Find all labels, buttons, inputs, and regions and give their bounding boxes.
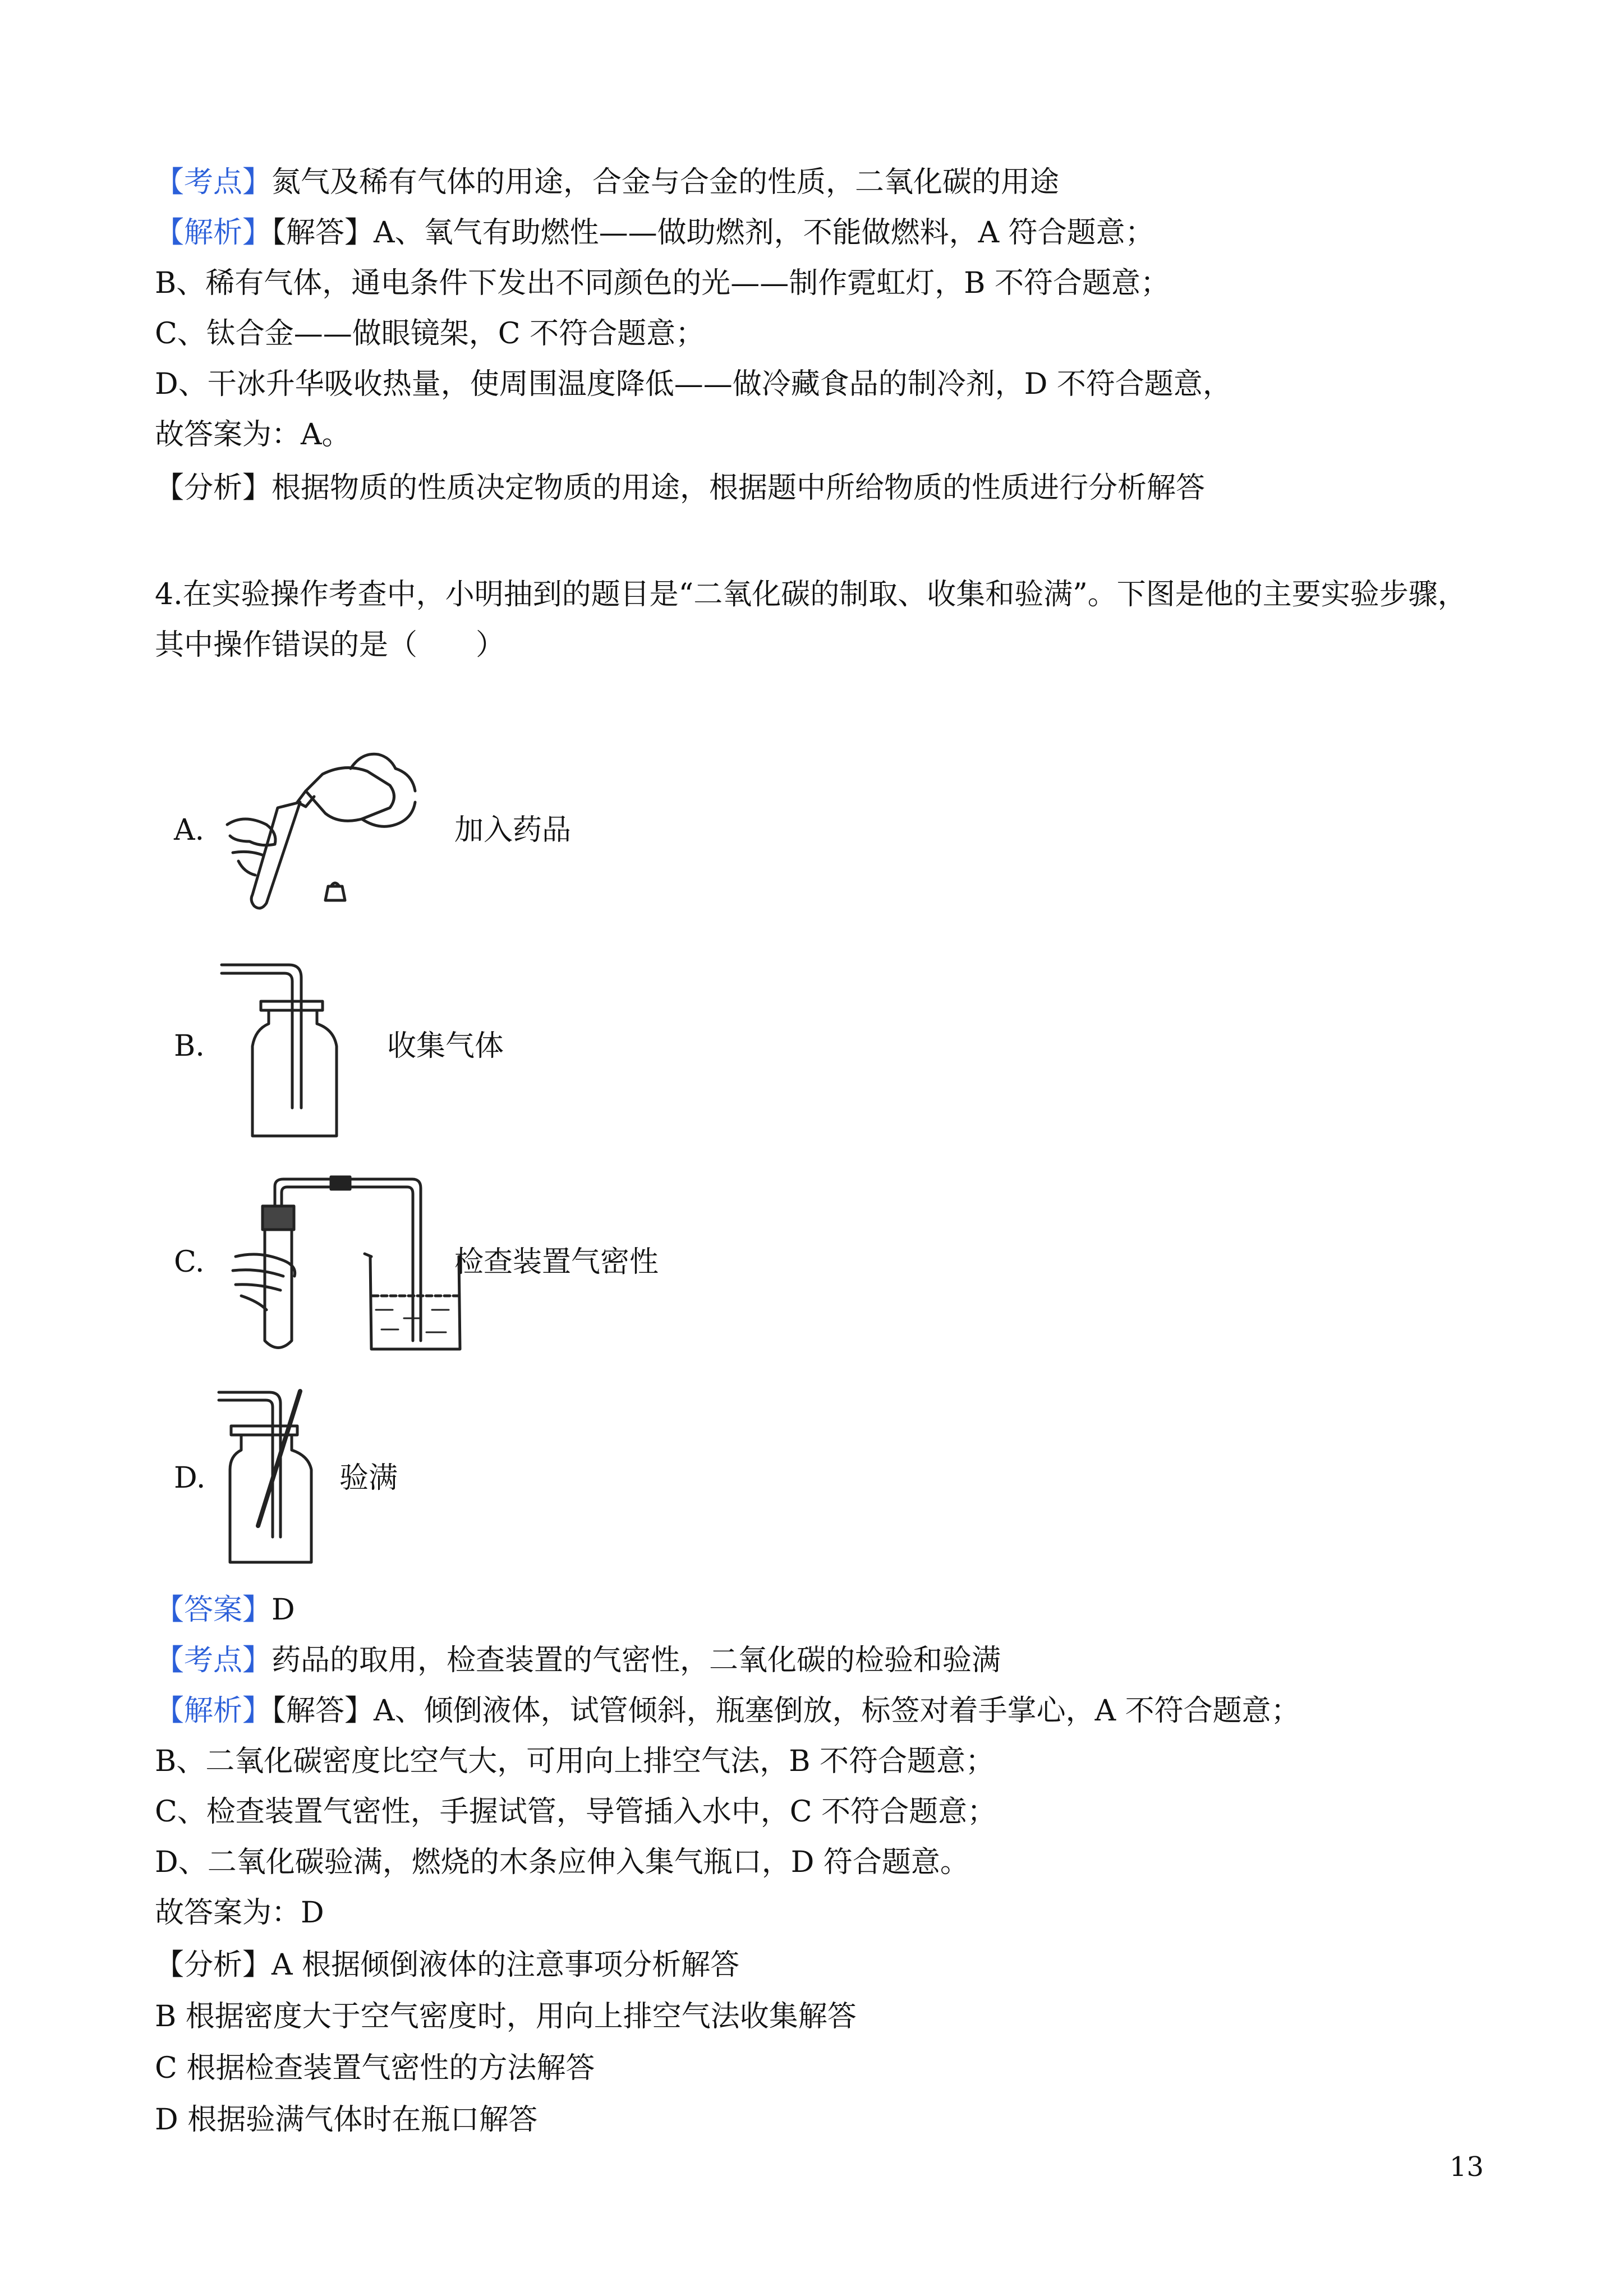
question-text: 4.在实验操作考查中，小明抽到的题目是“二氧化碳的制取、收集和验满”。下图是他的主要实验步骤， bbox=[155, 578, 1467, 611]
option-d-label: 验满 bbox=[339, 1461, 398, 1495]
kaodian-line bbox=[155, 1641, 1001, 1680]
option-a-letter: A. bbox=[174, 813, 205, 847]
daan-tag: 【答案】 bbox=[155, 1593, 272, 1627]
fenxi-line: 【分析】根据物质的性质决定物质的用途，根据题中所给物质的性质进行分析解答 bbox=[155, 471, 1206, 505]
jiexi-text: 【解答】A、氧气有助燃性——做助燃剂，不能做燃料，A 符合题意； bbox=[272, 216, 1154, 250]
solution-line: C、钛合金——做眼镜架，C 不符合题意； bbox=[155, 317, 705, 351]
jiexi-line bbox=[155, 1691, 1300, 1731]
daan-line bbox=[155, 1590, 295, 1630]
fenxi-line: D 根据验满气体时在瓶口解答 bbox=[155, 2103, 538, 2137]
kaodian-line bbox=[155, 163, 1059, 202]
solution-line: D、干冰升华吸收热量，使周围温度降低——做冷藏食品的制冷剂，D 不符合题意， bbox=[155, 367, 1232, 401]
page-number: 13 bbox=[1449, 2151, 1484, 2183]
kaodian-tag: 【考点】 bbox=[155, 165, 272, 199]
fenxi-line: C 根据检查装置气密性的方法解答 bbox=[155, 2051, 595, 2085]
option-b-label: 收集气体 bbox=[387, 1029, 504, 1063]
solution-line: C、检查装置气密性，手握试管，导管插入水中，C 不符合题意； bbox=[155, 1795, 997, 1829]
solution-line: B、稀有气体，通电条件下发出不同颜色的光——制作霓虹灯，B 不符合题意； bbox=[155, 266, 1170, 300]
kaodian-text: 氮气及稀有气体的用途，合金与合金的性质，二氧化碳的用途 bbox=[272, 165, 1060, 199]
kaodian-tag: 【考点】 bbox=[155, 1644, 272, 1677]
daan-text: D bbox=[272, 1593, 295, 1627]
gas-full-test-figure bbox=[219, 1386, 331, 1565]
pouring-liquid-figure bbox=[222, 740, 418, 909]
kaodian-text: 药品的取用，检查装置的气密性，二氧化碳的检验和验满 bbox=[272, 1644, 1001, 1677]
solution-line: 故答案为：A。 bbox=[155, 418, 351, 452]
option-c-letter: C. bbox=[174, 1245, 205, 1279]
option-d-letter: D. bbox=[174, 1461, 206, 1495]
jiexi-tag: 【解析】 bbox=[155, 1694, 272, 1728]
option-b-letter: B. bbox=[174, 1029, 205, 1063]
option-c-label: 检查装置气密性 bbox=[454, 1245, 659, 1279]
solution-line: 故答案为：D bbox=[155, 1896, 324, 1930]
jiexi-text: 【解答】A、倾倒液体，试管倾斜，瓶塞倒放，标签对着手掌心，A 不符合题意； bbox=[272, 1694, 1300, 1728]
airtightness-check-figure bbox=[224, 1172, 460, 1352]
jiexi-tag: 【解析】 bbox=[155, 216, 272, 250]
jiexi-line bbox=[155, 213, 1154, 252]
solution-line: B、二氧化碳密度比空气大，可用向上排空气法，B 不符合题意； bbox=[155, 1745, 995, 1778]
option-a-label: 加入药品 bbox=[454, 813, 572, 847]
fenxi-line: B 根据密度大于空气密度时，用向上排空气法收集解答 bbox=[155, 2000, 857, 2033]
fenxi-line: 【分析】A 根据倾倒液体的注意事项分析解答 bbox=[155, 1948, 740, 1982]
solution-line: D、二氧化碳验满，燃烧的木条应伸入集气瓶口，D 符合题意。 bbox=[155, 1846, 969, 1879]
question-text: 其中操作错误的是（ ） bbox=[155, 628, 505, 662]
gas-collection-bottle-figure bbox=[222, 956, 367, 1142]
